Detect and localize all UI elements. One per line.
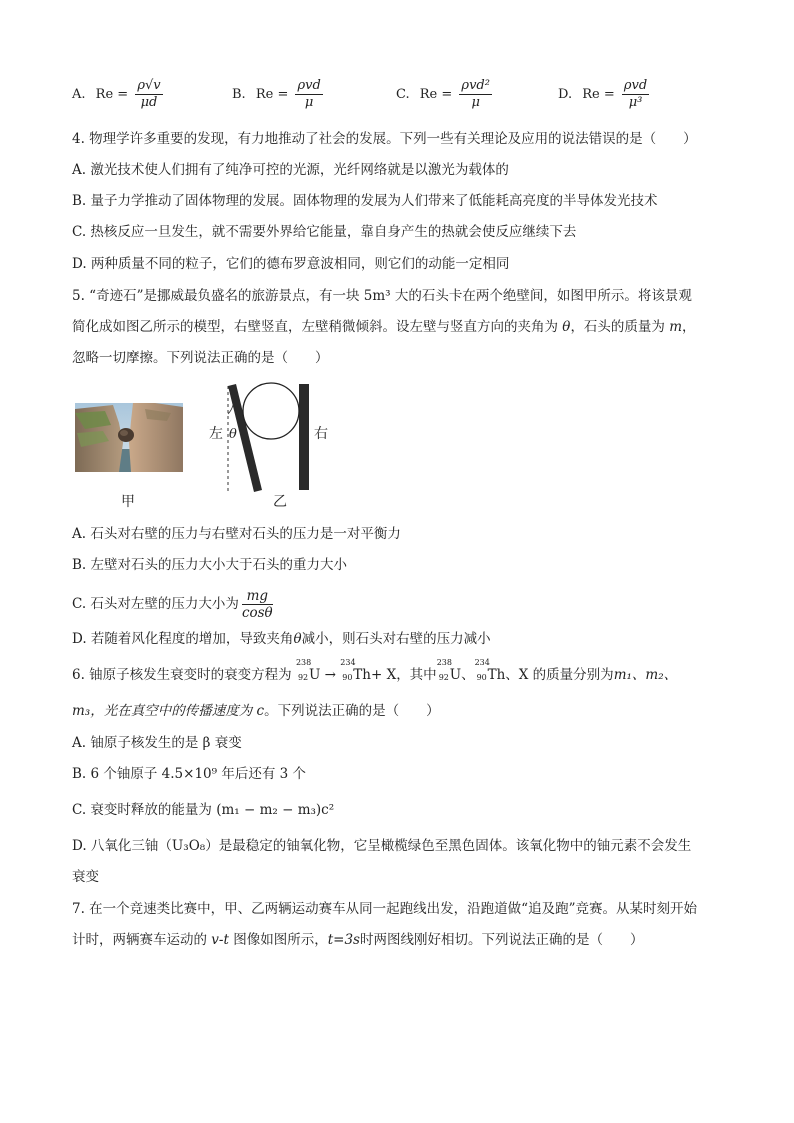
vt-symbol: v-t — [211, 932, 229, 948]
reaction-arrow: → — [324, 667, 336, 683]
option-label: A. — [72, 87, 86, 102]
mass-number: 238 — [295, 658, 312, 667]
text-run: 、 — [461, 667, 475, 683]
option-label: D. — [558, 87, 573, 102]
time-value: t=3s — [327, 932, 360, 948]
formula-fraction — [622, 78, 649, 111]
text-run: 图像如图所示， — [228, 932, 328, 948]
theta-symbol: θ — [562, 319, 571, 335]
fraction-denominator: μ — [471, 95, 480, 110]
re-lhs: Re = — [419, 87, 453, 102]
text-run: C. 石头对左壁的压力大小为 — [72, 596, 239, 612]
formula-fraction — [135, 78, 162, 111]
nuclide-uranium — [295, 658, 321, 685]
text-run: 简化成如图乙所示的模型，右壁竖直，左壁稍微倾斜。设左壁与竖直方向的夹角为 — [72, 319, 563, 335]
right-wall-label: 右 — [314, 426, 328, 442]
atomic-number: 92 — [438, 673, 449, 682]
q6-stem-line1 — [72, 658, 678, 685]
formula-fraction — [242, 588, 273, 621]
fraction-denominator: cosθ — [241, 605, 273, 621]
mass-symbol: m — [669, 319, 683, 335]
q5-option-d — [72, 629, 491, 649]
q6-option-a: A. 铀原子核发生的是 β 衰变 — [72, 735, 242, 751]
mass-symbols: m₁、m₂、 — [613, 667, 678, 683]
fraction-numerator: ρvd — [623, 78, 648, 93]
nuclide-thorium — [474, 658, 506, 685]
text-run: 、X 的质量分别为 — [505, 667, 614, 683]
left-wall-label: 左 — [209, 426, 223, 442]
q4-option-c: C. 热核反应一旦发生，就不需要外界给它能量，靠自身产生的热就会使反应继续下去 — [72, 224, 577, 240]
figure-yi-caption: 乙 — [273, 494, 287, 510]
q6-option-d-line1: D. 八氧化三铀（U₃O₈）是最稳定的铀氧化物，它呈橄榄绿色至黑色固体。该氧化物中的铀元素不会发生 — [72, 838, 692, 854]
text-run: ，石头的质量为 — [570, 319, 670, 335]
fraction-numerator: mg — [242, 588, 273, 605]
product-x: + X — [370, 667, 397, 683]
re-lhs: Re = — [95, 87, 129, 102]
atomic-number: 90 — [476, 673, 487, 682]
text-run: 减小，则石头对右壁的压力减小 — [301, 631, 491, 647]
light-speed-symbol: c — [256, 703, 265, 719]
q7-stem-line2 — [72, 930, 643, 950]
element-symbol: Th — [487, 667, 506, 683]
q3-option-c — [396, 78, 492, 111]
q6-stem-line2 — [72, 701, 440, 721]
option-label: B. — [232, 87, 246, 102]
text-run: 计时，两辆赛车运动的 — [72, 932, 212, 948]
q4-option-d: D. 两种质量不同的粒子，它们的德布罗意波相同，则它们的动能一定相同 — [72, 256, 510, 272]
atomic-number: 92 — [297, 673, 309, 682]
atomic-number: 90 — [342, 673, 353, 682]
angle-arc — [228, 405, 233, 414]
element-symbol: U — [449, 667, 462, 683]
q6-option-c: C. 衰变时释放的能量为 (m₁ − m₂ − m₃)c² — [72, 802, 335, 818]
formula-fraction — [459, 78, 492, 111]
q5-option-a: A. 石头对右壁的压力与右壁对石头的压力是一对平衡力 — [72, 526, 401, 542]
stone-circle — [243, 383, 299, 439]
nuclide-uranium — [436, 658, 462, 685]
fraction-denominator: μ — [304, 95, 314, 110]
formula-fraction — [295, 78, 322, 111]
text-run: 6. 铀原子核发生衰变时的衰变方程为 — [72, 667, 292, 683]
q3-option-a — [72, 78, 163, 111]
q4-option-a: A. 激光技术使人们拥有了纯净可控的光源，光纤网络就是以激光为载体的 — [72, 162, 509, 178]
element-symbol: Th — [353, 667, 371, 683]
q6-option-b: B. 6 个铀原子 4.5×10⁹ 年后还有 3 个 — [72, 766, 307, 782]
text-run: D. 若随着风化程度的增加，导致夹角 — [72, 631, 294, 647]
theta-symbol: θ — [293, 631, 302, 647]
q5-option-b: B. 左壁对石头的压力大小大于石头的重力大小 — [72, 557, 348, 573]
re-lhs: Re = — [255, 87, 289, 102]
right-wall — [299, 384, 309, 490]
q4-option-b: B. 量子力学推动了固体物理的发展。固体物理的发展为人们带来了低能耗高亮度的半导体发光技术 — [72, 193, 658, 209]
nuclide-thorium — [340, 658, 371, 685]
miracle-stone-photo — [75, 403, 183, 472]
figure-jia-caption: 甲 — [121, 494, 135, 510]
q5-stem-line3: 忽略一切摩擦。下列说法正确的是（ ） — [72, 350, 329, 366]
q3-option-b — [232, 78, 323, 111]
mass-number: 234 — [474, 658, 490, 667]
element-symbol: U — [308, 667, 321, 683]
q7-stem-line1: 7. 在一个竞速类比赛中，甲、乙两辆运动赛车从同一起跑线出发，沿跑道做“追及跑”竞赛。从某时刻开始 — [72, 901, 697, 917]
text-run: 。下列说法正确的是（ ） — [264, 703, 440, 719]
q6-option-d-line2: 衰变 — [72, 869, 99, 885]
fraction-numerator: ρ√v — [137, 78, 161, 93]
q3-option-d — [558, 78, 649, 111]
option-label: C. — [396, 87, 410, 102]
q4-stem: 4. 物理学许多重要的发现，有力地推动了社会的发展。下列一些有关理论及应用的说法错误的是（ ） — [72, 131, 697, 147]
text-run: m₃，光在真空中的传播速度为 — [72, 703, 257, 719]
text-run: ，其中 — [396, 667, 437, 683]
q5-option-c — [72, 585, 273, 623]
re-lhs: Re = — [582, 87, 615, 102]
fraction-numerator: ρvd² — [461, 78, 490, 93]
fraction-denominator: μ³ — [628, 95, 643, 110]
text-run: ， — [682, 319, 696, 335]
fraction-numerator: ρvd — [297, 78, 321, 93]
mass-number: 238 — [436, 658, 452, 667]
photo-illustration — [75, 403, 183, 472]
figure-theta-label: θ — [229, 427, 237, 442]
mass-number: 234 — [340, 658, 356, 667]
text-run: 时两图线刚好相切。下列说法正确的是（ ） — [359, 932, 644, 948]
q5-stem-line1: 5. “奇迹石”是挪威最负盛名的旅游景点，有一块 5m³ 大的石头卡在两个绝壁间，如图甲所示。将该景观 — [72, 288, 692, 304]
q5-stem-line2 — [72, 317, 696, 337]
fraction-denominator: μd — [140, 95, 158, 110]
